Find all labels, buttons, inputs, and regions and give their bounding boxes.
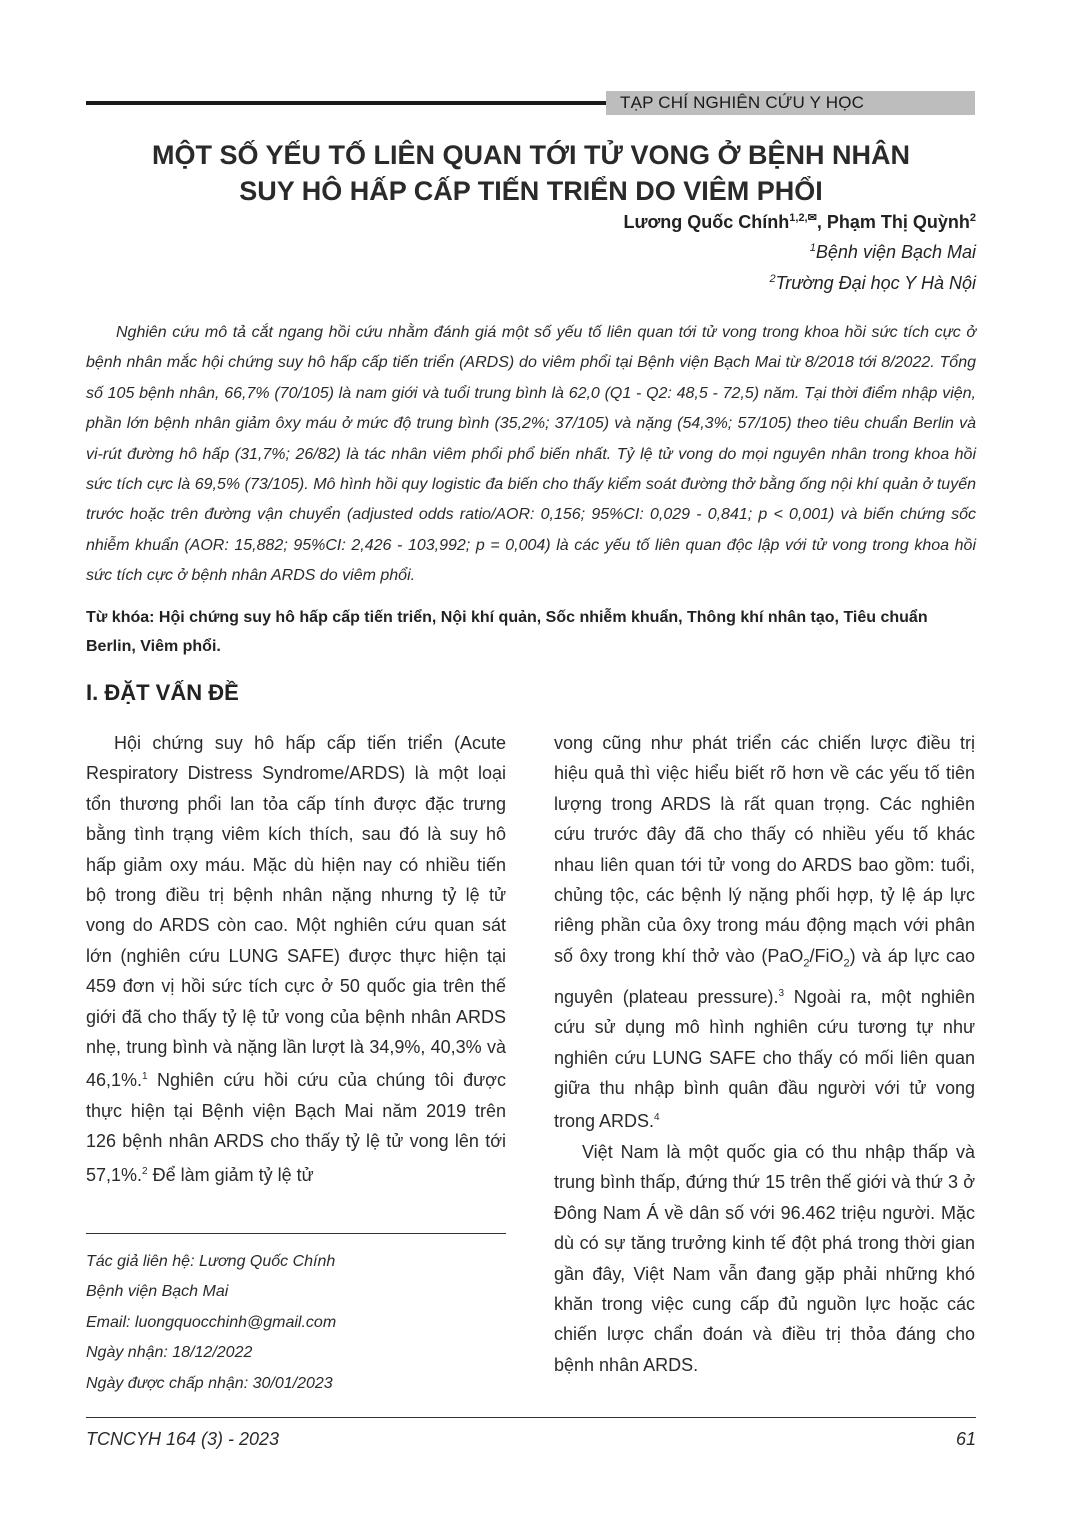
subscript: 2 (843, 957, 850, 970)
journal-header: TẠP CHÍ NGHIÊN CỨU Y HỌC (606, 91, 975, 115)
title-line-1: MỘT SỐ YẾU TỐ LIÊN QUAN TỚI TỬ VONG Ở BỆNH NHÂN (152, 140, 910, 170)
body-paragraph-1 (86, 728, 506, 1190)
author-2: Phạm Thị Quỳnh (826, 212, 970, 232)
citation-ref: 1 (142, 1071, 148, 1083)
correspondence-footnote (86, 1247, 506, 1399)
affiliation-1-name: Bệnh viện Bạch Mai (815, 242, 976, 262)
title-line-2: SUY HÔ HẤP CẤP TIẾN TRIỂN DO VIÊM PHỔI (239, 176, 823, 206)
affiliation-2-number: 2 (769, 273, 776, 285)
page-number: 61 (955, 1429, 976, 1449)
section-heading: I. ĐẶT VẤN ĐỀ (86, 680, 239, 705)
footnote-institution: Bệnh viện Bạch Mai (86, 1283, 229, 1301)
body-paragraph-1-continued (554, 728, 975, 1137)
footnote-accepted: Ngày được chấp nhận: 30/01/2023 (86, 1374, 333, 1392)
affiliation-1-number: 1 (809, 242, 816, 254)
header-rule (86, 101, 606, 105)
body-text: Ngoài ra, một nghiên cứu sử dụng mô hình nghiên cứu tương tự như nghiên cứu LUNG SAFE cho thấy có mối liên quan giữa thu nhập bình quân đầu người với tử vong trong ARDS. (554, 986, 975, 1132)
abstract: Nghiên cứu mô tả cắt ngang hồi cứu nhằm đánh giá một số yếu tố liên quan tới tử vong trong khoa hồi sức tích cực ở bệnh nhân mắc hội chứng suy hô hấp cấp tiến triển (ARDS) do viêm phổi tại Bệnh viện Bạch Mai từ 8/2018 tới 8/2022. Tổng số 105 bệnh nhân, 66,7% (70/105) là nam giới và tuổi trung bình là 62,0 (Q1 - Q2: 48,5 - 72,5) năm. Tại thời điểm nhập viện, phần lớn bệnh nhân giảm ôxy máu ở mức độ trung bình (35,2%; 37/105) và nặng (54,3%; 57/105) theo tiêu chuẩn Berlin và vi-rút đường hô hấp (31,7%; 26/82) là tác nhân viêm phổi phổ biến nhất. Tỷ lệ tử vong do mọi nguyên nhân trong khoa hồi sức tích cực là 69,5% (73/105). Mô hình hồi quy logistic đa biến cho thấy kiểm soát đường thở bằng ống nội khí quản ở tuyến trước hoặc trên đường vận chuyển (adjusted odds ratio/AOR: 0,156; 95%CI: 0,029 - 0,841; p < 0,001) và biến chứng sốc nhiễm khuẩn (AOR: 15,882; 95%CI: 2,426 - 103,992; p = 0,004) là các yếu tố liên quan độc lập với tử vong trong khoa hồi sức tích cực ở bệnh nhân ARDS do viêm phổi. (86, 324, 976, 585)
body-column-right (554, 728, 975, 1380)
citation-ref: 4 (654, 1112, 660, 1124)
footnote-rule (86, 1233, 506, 1234)
author-list (623, 211, 976, 233)
article-title (86, 137, 976, 209)
author-separator: , (816, 212, 827, 232)
subscript: 2 (803, 957, 810, 970)
body-text: ) và áp lực cao nguyên (plateau pressure). (554, 945, 975, 1007)
affiliation-2-name: Trường Đại học Y Hà Nội (775, 273, 976, 293)
journal-citation: TCNCYH 164 (3) - 2023 (86, 1429, 280, 1449)
author-1: Lương Quốc Chính (623, 212, 790, 232)
affiliation-2 (770, 273, 977, 294)
body-paragraph-2: Việt Nam là một quốc gia có thu nhập thấp và trung bình thấp, đứng thứ 15 trên thế giới và thứ 3 ở Đông Nam Á về dân số với 96.462 triệu người. Mặc dù có sự tăng trưởng kinh tế đột phá trong thời gian gần đây, Việt Nam vẫn đang gặp phải những khó khăn trong việc cung cấp đủ nguồn lực hoặc các chiến lược chẩn đoán và điều trị thỏa đáng cho bệnh nhân ARDS. (554, 1141, 975, 1375)
footnote-email: Email: luongquocchinh@gmail.com (86, 1313, 337, 1331)
citation-ref: 3 (778, 987, 785, 999)
body-column-left (86, 728, 506, 1190)
body-text: /FiO (809, 945, 844, 966)
author-1-affiliation-mark: 1,2,✉ (789, 212, 817, 224)
body-text: vong cũng như phát triển các chiến lược điều trị hiệu quả thì việc hiểu biết rõ hơn về các yếu tố tiên lượng trong ARDS là rất quan trọng. Các nghiên cứu trước đây đã cho thấy có nhiều yếu tố khác nhau liên quan tới tử vong do ARDS bao gồm: tuổi, chủng tộc, các bệnh lý nặng phối hợp, tỷ lệ áp lực riêng phần của ôxy trong máu động mạch với phân số ôxy trong khí thở vào (PaO (554, 733, 975, 966)
author-2-affiliation-mark: 2 (969, 212, 976, 224)
body-text: Để làm giảm tỷ lệ tử (147, 1164, 314, 1185)
keywords: Từ khóa: Hội chứng suy hô hấp cấp tiến triển, Nội khí quản, Sốc nhiễm khuẩn, Thông khí nhân tạo, Tiêu chuẩn Berlin, Viêm phổi. (86, 609, 928, 655)
body-text: Nghiên cứu hồi cứu của chúng tôi được thực hiện tại Bệnh viện Bạch Mai năm 2019 trên 126 bệnh nhân ARDS cho thấy tỷ lệ tử vong lên tới 57,1%. (86, 1070, 506, 1185)
body-text: Hội chứng suy hô hấp cấp tiến triển (Acute Respiratory Distress Syndrome/ARDS) là một loại tổn thương phổi lan tỏa cấp tính được đặc trưng bằng tình trạng viêm kích thích, sau đó là suy hô hấp giảm oxy máu. Mặc dù hiện nay có nhiều tiến bộ trong điều trị bệnh nhân nặng nhưng tỷ lệ tử vong do ARDS còn cao. Một nghiên cứu quan sát lớn (nghiên cứu LUNG SAFE) được thực hiện tại 459 đơn vị hồi sức tích cực ở 50 quốc gia trên thế giới đã cho thấy tỷ lệ tử vong của bệnh nhân ARDS nhẹ, trung bình và nặng lần lượt là 34,9%, 40,3% và 46,1%. (86, 733, 506, 1091)
affiliation-1 (810, 242, 976, 263)
citation-ref: 2 (142, 1165, 148, 1177)
footer-rule (86, 1417, 976, 1418)
footnote-contact: Tác giả liên hệ: Lương Quốc Chính (86, 1253, 336, 1270)
footnote-received: Ngày nhận: 18/12/2022 (86, 1344, 253, 1362)
